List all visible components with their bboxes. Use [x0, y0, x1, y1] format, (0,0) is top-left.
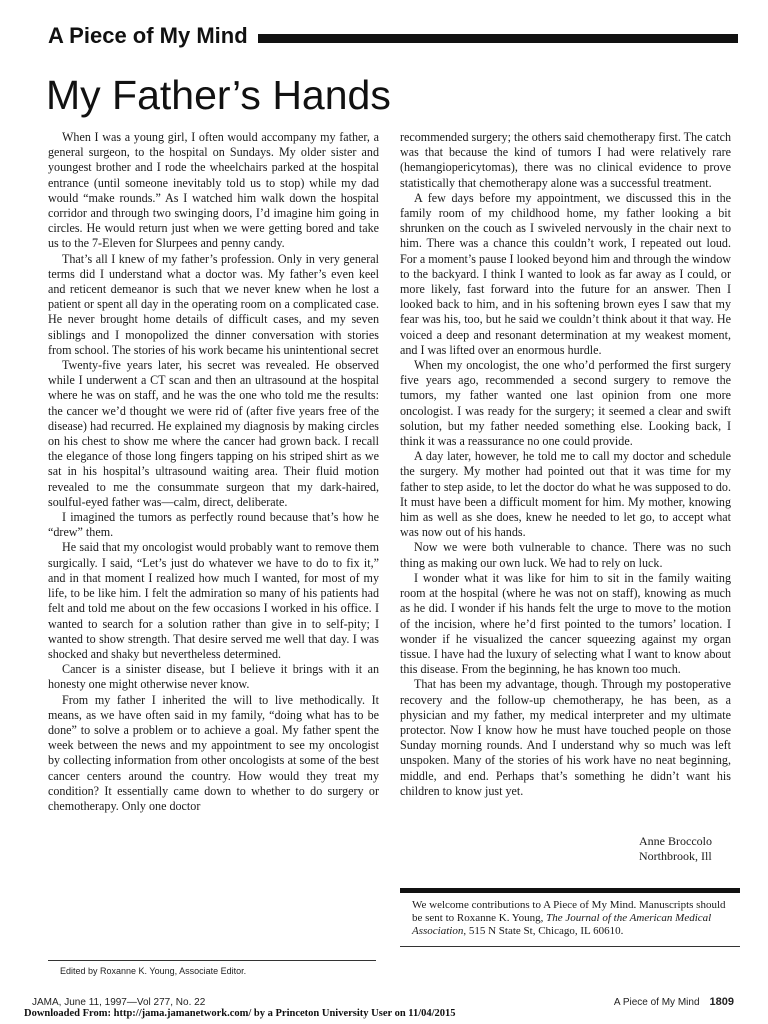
paragraph: Cancer is a sinister disease, but I believe it brings with it an honesty one might otherwise never know. — [48, 662, 379, 692]
paragraph: A few days before my appointment, we discussed this in the family room of my childhood home, my father looking a bit shrunken on the couch as I swiveled nervously in the chair next to him. There was a chance this couldn’t work, I repeated out loud. For a moment’s pause I looked beyond him and through the window to the backyard. I think I wanted to look as far away as I could, or more likely, fast forward into the future for an answer. Then I looked back to him, and in his softening brown eyes I saw that my fear was his, too, but he said we couldn’t think about it that way. He voiced a deep and resonant determination at my weakest moment, and I was lifted over an enormous hurdle. — [400, 190, 731, 357]
running-footer — [614, 996, 734, 1008]
paragraph: When my oncologist, the one who’d performed the first surgery five years ago, recommended a second surgery to remove the tumors, my father wanted one last opinion from one more oncologist. I was ready for the surgery; it seemed a clear and swift solution, but my father needed something else. Looking back, I think it was a reassurance no one could provide. — [400, 358, 731, 449]
author-name: Anne Broccolo — [639, 834, 712, 848]
paragraph: He said that my oncologist would probably want to remove them surgically. I said, “Let’s just do whatever we have to do to fix it,” and in that moment I realized how much I wanted, for most of my life, to be like him. I felt the admiration so many of his patients had felt and told me about on the few occasions I worked in his office. I wanted to search for a solution rather than give in to self-pity; I wanted to show strength. That desire served me well that day. I was shocked and shaky but nevertheless determined. — [48, 540, 379, 661]
contributions-address: , 515 N State St, Chicago, IL 60610. — [463, 925, 624, 937]
section-header — [48, 20, 738, 52]
paragraph: recommended surgery; the others said chemotherapy first. The catch was that because the kind of tumors I had were relatively rare (hemangiopericytomas), there was no clinical evidence to prove statistically that chemotherapy alone was a successful treatment. — [400, 130, 732, 190]
paragraph: That’s all I knew of my father’s profession. Only in very general terms did I understand what a doctor was. My father’s even keel and reticent demeanor is such that we never knew when he lost a patient or spent all day in the operating room on a complicated case. He never brought home details of difficult cases, and my seven siblings and I monopolized the dinner conversation with stories from school. The stories of his work became his unintentional secret — [48, 251, 379, 357]
journal-citation: JAMA, June 11, 1997—Vol 277, No. 22 — [32, 997, 206, 1008]
author-signature — [639, 834, 712, 864]
download-notice: Downloaded From: http://jama.jamanetwork.com/ by a Princeton University User on 11/04/2015 — [24, 1008, 456, 1019]
paragraph: When I was a young girl, I often would accompany my father, a general surgeon, to the hospital on Sundays. My older sister and youngest brother and I rode the wheelchairs parked at the hospital entrance (until someone inevitably told us to stop) while my dad would “make rounds.” As I watched him walk down the hospital corridor and through two swinging doors, I’d imagine him going in circles. He would return just when we were getting bored and take us to the 7-Eleven for Slurpees and penny candy. — [48, 130, 379, 251]
contributions-intro: We welcome contributions to A Piece of My Mind. Manuscripts should be sent to Roxanne K. Young, — [412, 899, 726, 924]
journal-name: The Journal of the American Medical Association — [412, 912, 712, 937]
paragraph: A day later, however, he told me to call my doctor and schedule the surgery. My mother had pointed out that it was time for my father to step aside, to let the doctor do what he was supposed to do. It must have been a difficult moment for him. My mother, knowing him as well as she does, knew he needed to let go, to accept what was now out of his hands. — [400, 449, 731, 540]
author-location: Northbrook, Ill — [639, 849, 712, 863]
paragraph: From my father I inherited the will to live methodically. It means, as we have often said in my family, “doing what has to be done” to solve a problem or to achieve a goal. My father spent the week between the news and my appointment to see my oncologist by collecting information from other oncologists at some of the best cancer centers around the country. How would they treat my condition? It essentially came down to whether to do surgery or chemotherapy. Only one doctor — [48, 692, 379, 813]
page-number: 1809 — [709, 996, 734, 1008]
contributions-box — [400, 888, 740, 947]
footnote-rule — [48, 960, 376, 961]
left-column — [48, 130, 379, 814]
paragraph: I imagined the tumors as perfectly round because that’s how he “drew” them. — [48, 510, 379, 540]
contributions-text — [400, 893, 740, 946]
box-bottom-rule — [400, 946, 740, 947]
section-rule — [258, 34, 738, 43]
right-column — [400, 130, 731, 799]
paragraph: Twenty-five years later, his secret was revealed. He observed while I underwent a CT scan and then an ultrasound at the hospital where he was on staff, and he was the one who told me the results: the cancer we’d thought we were rid of (after five years free of the disease) had recurred. He explained my diagnosis by making circles on his chest to show me where the cancer had grown back. I recall the elegance of those long fingers tapping on his striped shirt as we sat in his hospital’s ultrasound waiting area. Their fluid motion revealed to me the consummate surgeon that my dark-haired, soulful-eyed father was—calm, direct, deliberate. — [48, 358, 379, 509]
footer-section: A Piece of My Mind — [613, 997, 700, 1008]
article-title: My Father’s Hands — [46, 72, 391, 118]
paragraph: Now we were both vulnerable to chance. There was no such thing as making our own luck. We had to rely on luck. — [400, 540, 731, 570]
paragraph: That has been my advantage, though. Through my postoperative recovery and the follow-up chemotherapy, he has been, as a physician and my father, my medical interpreter and my ultimate protector. Now I know how he must have touched people on those Sunday morning rounds. And I understand why so much was left unspoken. Many of the stories of his work have no neat beginning, middle, and end. Perhaps that’s something he didn’t want his children to know just yet. — [400, 677, 731, 798]
paragraph: I wonder what it was like for him to sit in the family waiting room at the hospital (where he was not on staff), knowing as much as he did. I wonder if his hands felt the urge to move to the motion of the incision, where he’d first pointed to the tumors’ location. I wonder if he visualized the cancer squeezing against my organ tissue. I have had the luxury of selecting what I want to know about this disease. From the beginning, he has known too much. — [400, 570, 731, 677]
editor-note: Edited by Roxanne K. Young, Associate Editor. — [60, 966, 247, 976]
section-label: A Piece of My Mind — [48, 23, 248, 48]
